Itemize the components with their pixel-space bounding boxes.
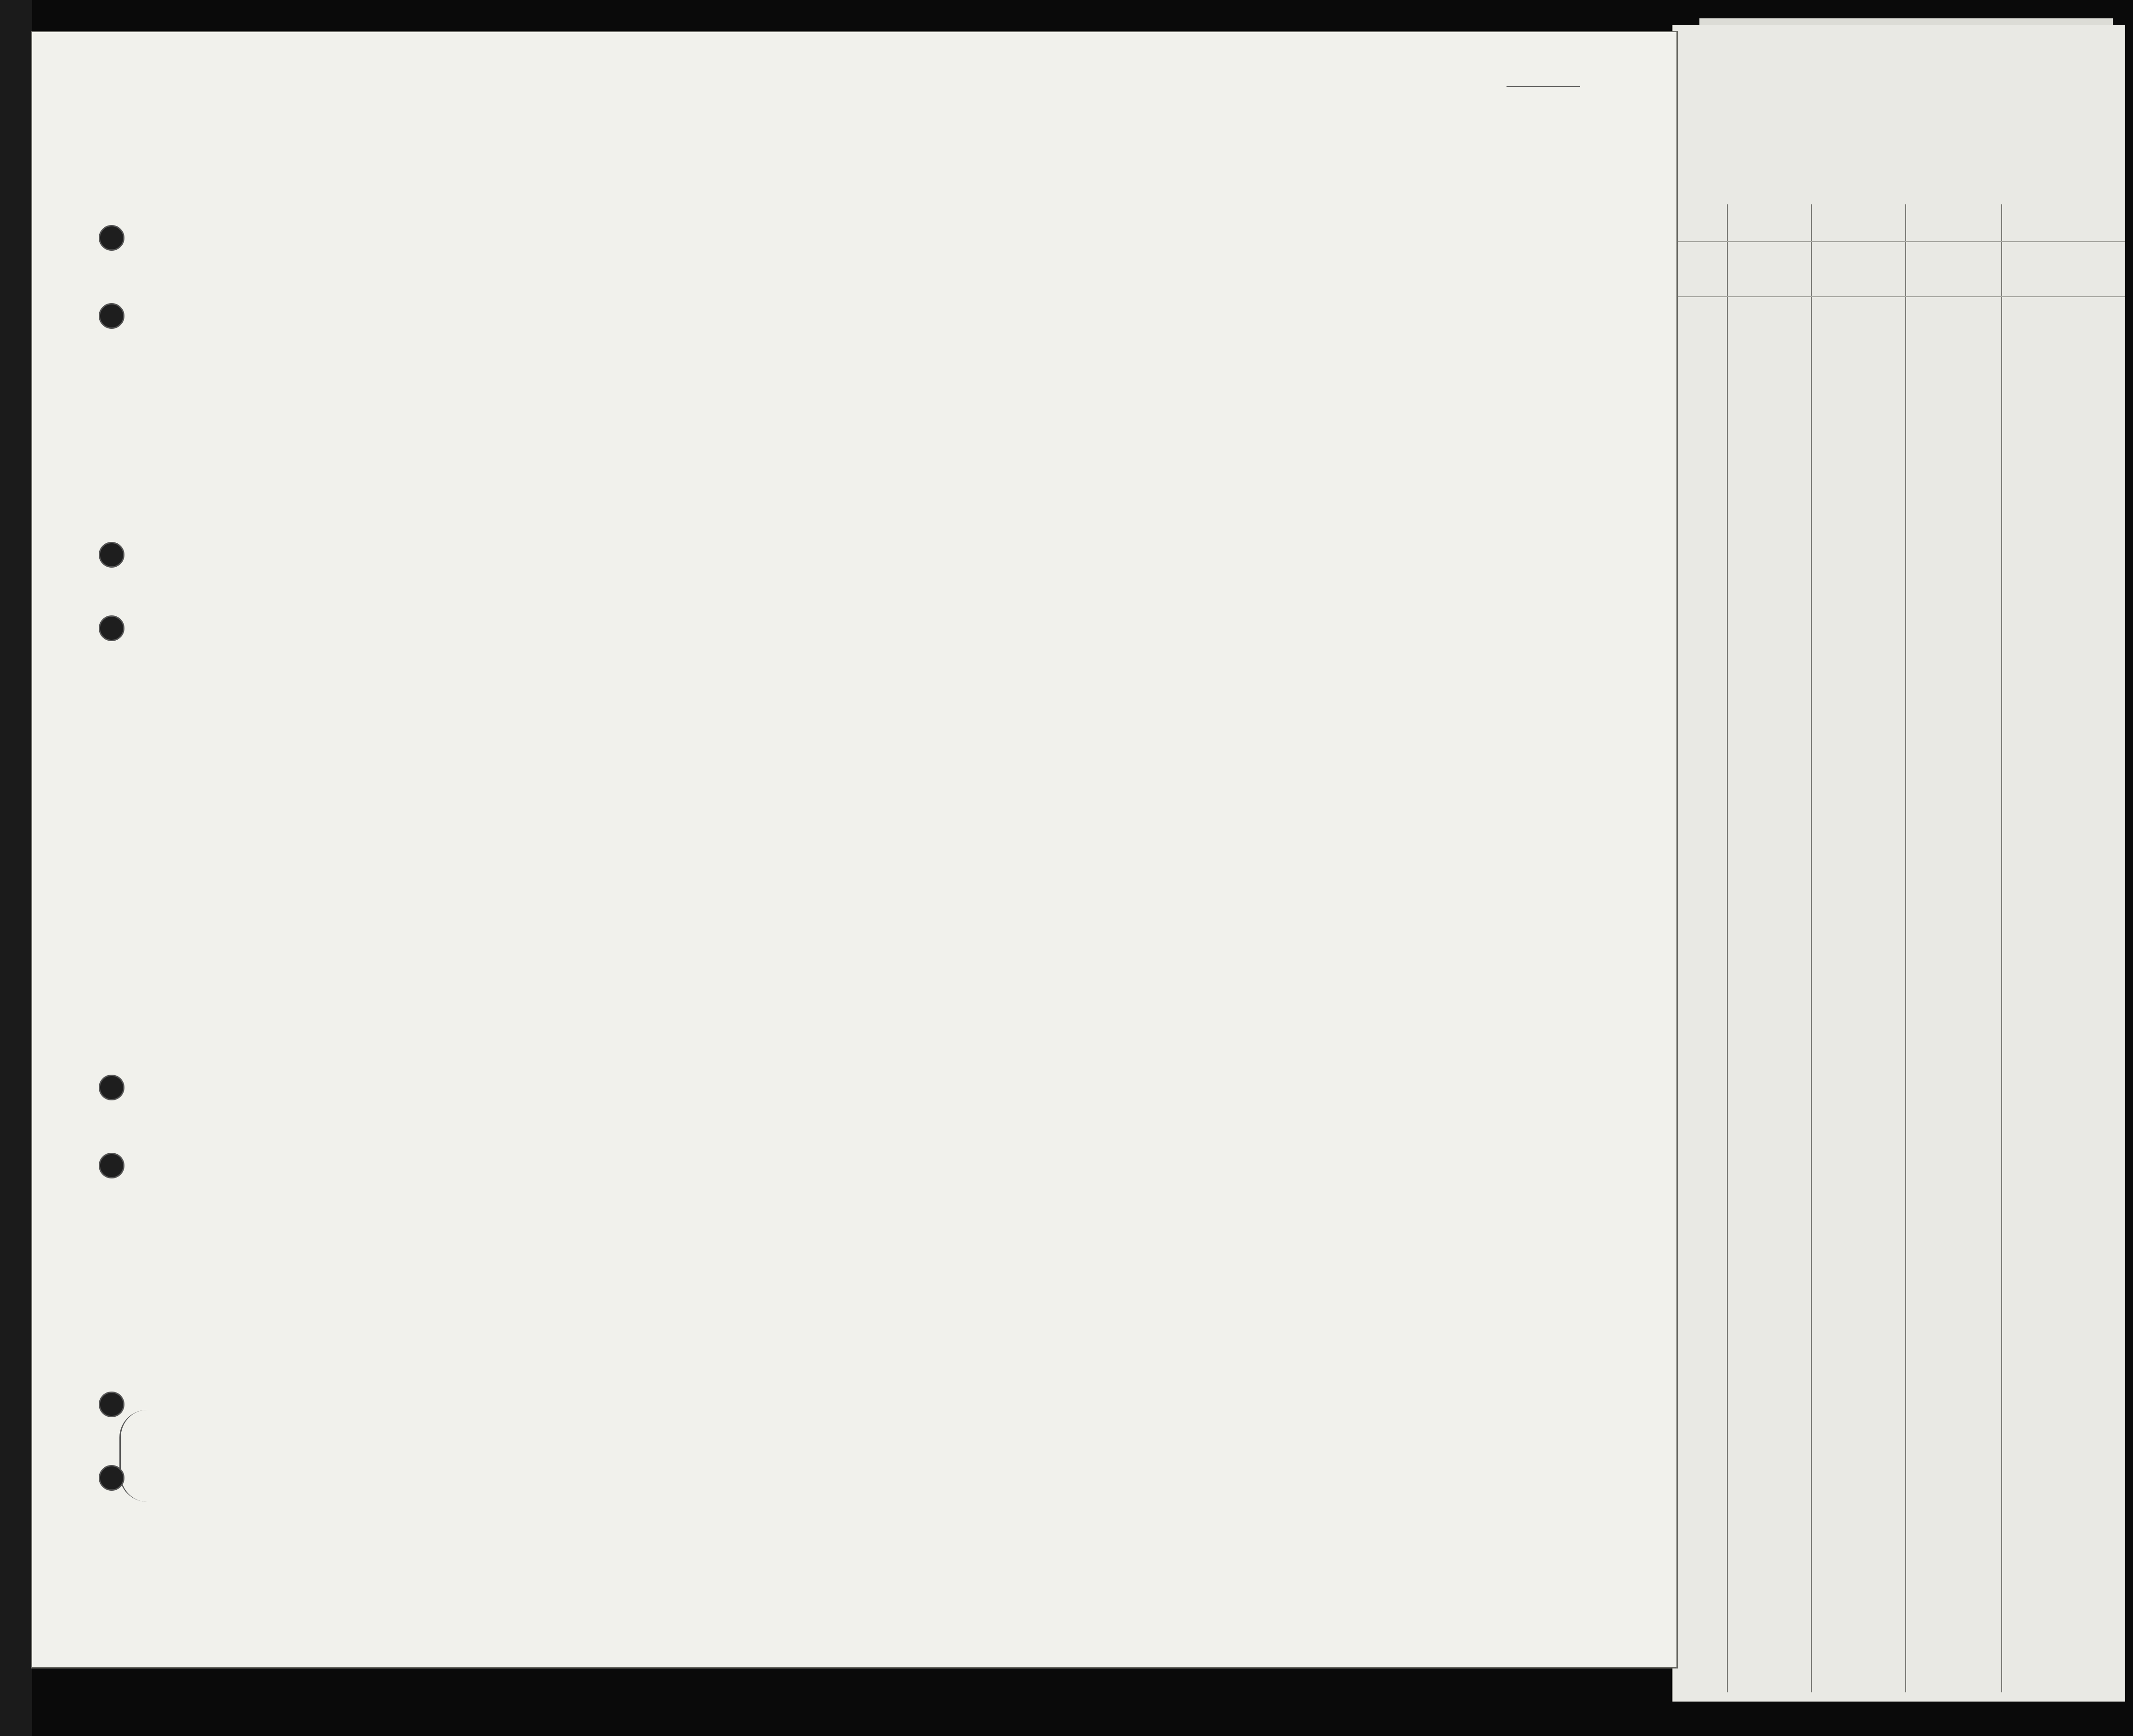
punch-hole [99, 225, 124, 251]
bracket-mark [119, 1410, 199, 1502]
punch-hole [99, 1392, 124, 1417]
punch-hole [99, 1153, 124, 1178]
punch-hole [99, 1075, 124, 1100]
punch-hole [99, 303, 124, 329]
punch-hole [99, 615, 124, 641]
number-value [1507, 86, 1580, 87]
punch-hole [99, 542, 124, 568]
punch-hole [99, 1465, 124, 1491]
binder-edge [0, 0, 32, 1736]
back-sheet [1672, 25, 2125, 1702]
manifest-sheet [32, 32, 1676, 1667]
